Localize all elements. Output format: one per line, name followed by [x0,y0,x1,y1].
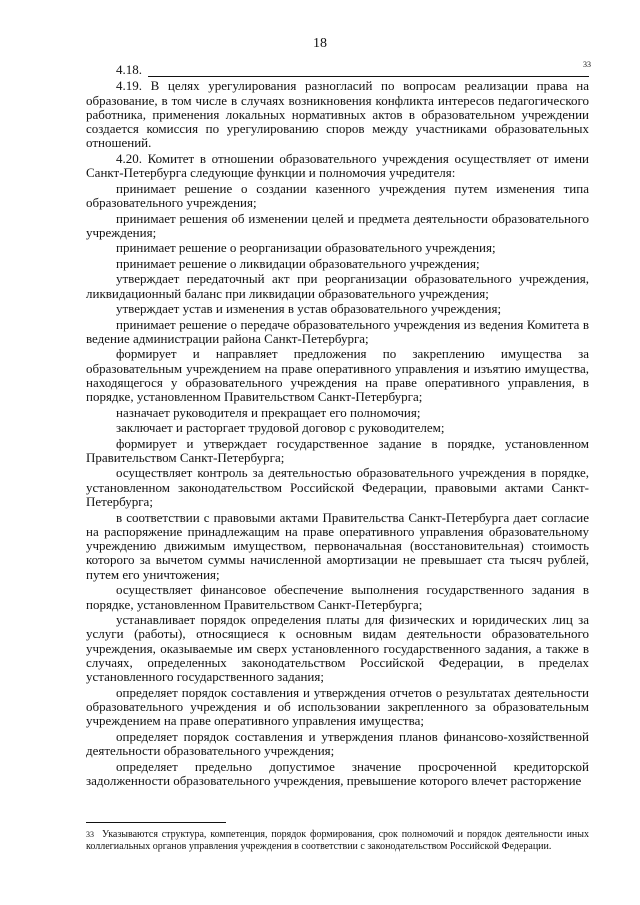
page-number: 18 [313,36,327,51]
paragraph: назначает руководителя и прекращает его полномочия; [116,404,421,420]
paragraph: устанавливает порядок определения платы для физических и юридических лиц за услуги (работы), относящиеся к основным видам деятельности образовательного учреждения, оказываемые им сверх установленного государственного задания, а также в случаях, определенных законодательством Российской Федерации, в пределах установленного государственного задания; [86,611,589,685]
paragraph: формирует и направляет предложения по закреплению имущества за образовательным учреждением на праве оперативного управления и изъятию имущества, находящегося у образовательного учреждения на праве оперативного управления, в порядке, установленном Правительством Санкт-Петербурга; [86,346,589,405]
paragraph: определяет предельно допустимое значение просроченной кредиторской задолженности образовательного учреждения, превышение которого влечет расторжение [86,758,589,788]
footnote-separator [86,822,226,823]
paragraph-4-18 [86,60,591,77]
paragraph: принимает решения об изменении целей и предмета деятельности образовательного учреждения; [86,210,589,240]
paragraph: заключает и расторгает трудовой договор с руководителем; [116,420,445,436]
paragraph: 4.20. Комитет в отношении образовательного учреждения осуществляет от имени Санкт-Петербурга следующие функции и полномочия учредителя: [86,150,589,181]
paragraph: осуществляет контроль за деятельностью образовательного учреждения в порядке, установленном законодательством Российской Федерации, правовыми актами Санкт-Петербурга; [86,465,589,510]
paragraph: утверждает устав и изменения в устав образовательного учреждения; [116,301,502,317]
paragraph: принимает решение о передаче образовательного учреждения из ведения Комитета в ведение администрации района Санкт-Петербурга; [86,316,589,346]
paragraph: определяет порядок составления и утверждения планов финансово-хозяйственной деятельности образовательного учреждения; [86,728,589,759]
document-body [86,60,591,789]
paragraph-4-18-number: 4.18. [116,62,142,77]
paragraph: формирует и утверждает государственное задание в порядке, установленном Правительством Санкт-Петербурга; [86,435,589,465]
footnote-number: 33 [86,830,94,839]
paragraph: принимает решение о ликвидации образовательного учреждения; [116,255,480,271]
paragraph: принимает решение о реорганизации образовательного учреждения; [116,240,496,256]
footnote-text: Указываются структура, компетенция, порядок формирования, срок полномочий и порядок деятельности иных коллегиальных органов управления учреждения в соответствии с законодательством Российской Федерации. [86,829,589,852]
footnote [86,829,589,853]
paragraph: принимает решение о создании казенного учреждения путем изменения типа образовательного учреждения; [86,180,589,211]
paragraph: утверждает передаточный акт при реорганизации образовательного учреждения, ликвидационный баланс при ликвидации образовательного учреждения; [86,271,589,301]
paragraph-list [86,79,589,788]
paragraph: определяет порядок составления и утверждения отчетов о результатах деятельности образовательного учреждения и об использовании закрепленного за образовательным учреждением на праве оперативного управления имущества; [86,684,589,729]
paragraph: в соответствии с правовыми актами Правительства Санкт-Петербурга дает согласие на распоряжение принадлежащим на праве оперативного управления образовательному учреждению движимым имуществом, первоначальная (восстановительная) стоимость которого за вычетом суммы начисленной амортизации не превышает ста тысяч рублей, путем его уничтожения; [86,509,589,582]
footnote-reference: 33 [583,60,591,70]
paragraph: 4.19. В целях урегулирования разногласий по вопросам реализации права на образование, в том числе в случаях возникновения конфликта интересов педагогического работника, применения локальных нормативных актов в образовательном учреждении создается комиссия по урегулированию споров между участниками образовательных отношений. [86,78,589,151]
paragraph: осуществляет финансовое обеспечение выполнения государственного задания в порядке, установленном Правительством Санкт-Петербурга; [86,582,589,612]
blank-fill-line [148,60,591,77]
